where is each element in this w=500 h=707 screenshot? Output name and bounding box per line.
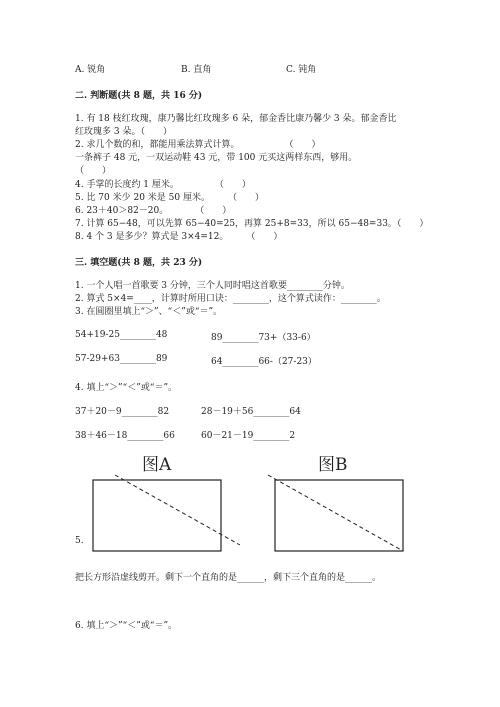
judge-line: 4. 手掌的长度约 1 厘米。 （ ） [75,180,251,190]
judge-line: 1. 有 18 枝红玫瑰，康乃馨比红玫瑰多 6 朵，郁金香比康乃馨少 3 朵。郁金香比 [75,114,397,124]
question-6-title: 6. 填上“＞”“＜”或“＝”。 [75,621,178,631]
question-5-number: 5. [75,536,84,546]
fill-line: 2. 算式 5×4=____，计算时所用口诀：________，这个算式读作：________。 [75,294,386,304]
option-a: A. 锐角 [75,65,106,75]
section-2-title: 二. 判断题(共 8 题，共 16 分) [75,91,203,101]
judge-line: 8. 4 个 3 是多少？算式是 3×4=12。 （ ） [75,232,283,242]
section-3-title: 三. 填空题(共 8 题，共 23 分) [75,258,203,268]
compare-expression: 60－21－19________2 [201,431,296,441]
compare-expression: 54+19-25________48 [75,330,168,340]
option-c: C. 钝角 [286,65,317,75]
figure-a-rectangle [93,480,221,551]
cut-figures [0,445,500,555]
option-b: B. 直角 [181,65,212,75]
compare-expression: 38＋46－18________66 [75,431,175,441]
judge-line: 一条裤子 48 元，一双运动鞋 43 元，带 100 元买这两样东西，够用。 [75,153,358,163]
figure-b-rectangle [275,480,403,551]
fill-line: 3. 在圆圈里填上“＞”、“＜”或“＝”。 [75,307,223,317]
compare-expression: 28－19＋56________64 [201,407,301,417]
fill-line: 1. 一个人唱一首歌要 3 分钟，三个人同时唱这首歌要________分钟。 [75,281,350,291]
judge-line: 7. 计算 65−48，可以先算 65−40=25，再算 25+8=33，所以 65−48=33。（ ） [75,219,429,229]
judge-line: （ ） [75,166,112,176]
figure-b-label: 图B [318,455,348,475]
judge-line: 2. 求几个数的和，都能用乘法算式计算。 （ ） [75,140,321,150]
question-5-text: 把长方形沿虚线剪开。剩下一个直角的是______，剩下三个直角的是______。 [75,573,382,583]
figure-b-cut-line [268,475,403,551]
judge-line: 6. 23＋40＞82－20。 （ ） [75,206,232,216]
compare-expression: 37＋20－9________82 [75,407,170,417]
compare-expression: 57-29+63________89 [75,354,168,364]
figure-a-label: 图A [142,455,172,475]
judge-line: 红玫瑰多 3 朵。（ ） [75,127,172,137]
compare-expression: 64________66-（27-23） [211,357,317,367]
judge-line: 5. 比 70 米少 20 米是 50 厘米。 （ ） [75,193,264,203]
question-4-title: 4. 填上“＞”“＜”或“＝”。 [75,383,178,393]
compare-expression: 89________73+（33-6） [211,333,316,343]
